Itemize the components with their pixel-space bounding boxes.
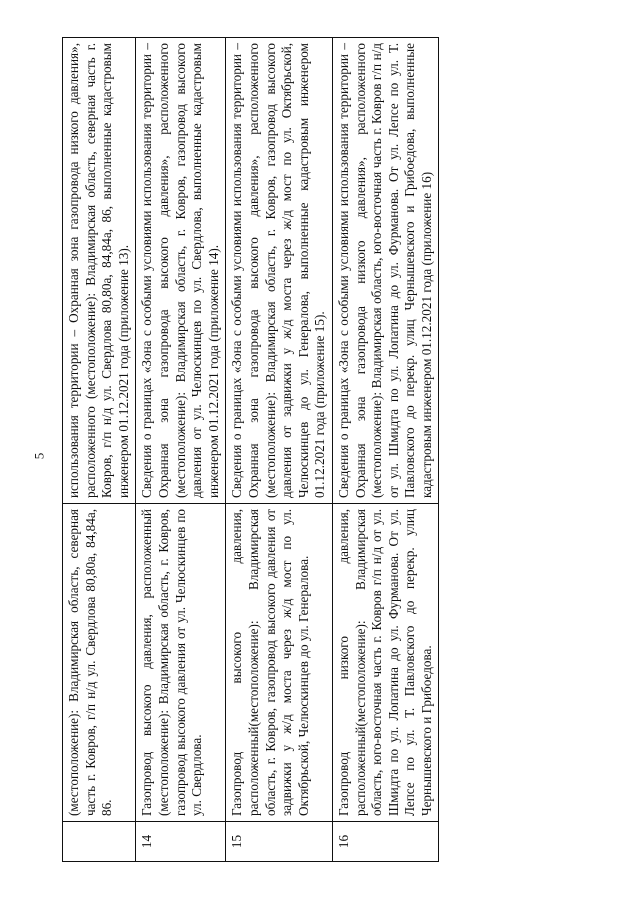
rotated-table-container: [62, 38, 622, 862]
boundary-info: использования территории – Охранная зона газопровода низкого давления», расположенного (местоположение): Владимирская область, северная часть г. Ковров, г/п н/д ул. Свердлова 80,80а, 84,84а, 86, выполненные кадастровым инженером 01.12.2021 года (приложение 13).: [63, 38, 136, 504]
row-number: [63, 822, 136, 862]
page-number: 5: [31, 452, 47, 460]
row-number: 16: [332, 822, 439, 862]
object-description: (местоположение): Владимирская область, северная часть г. Ковров, г/п н/д ул. Свердлова 80,80а, 84,84а, 86.: [63, 504, 136, 822]
row-number: 14: [136, 822, 226, 862]
table-row: [332, 38, 439, 862]
object-description: Газопровод низкого давления, расположенный(местоположение): Владимирская область, юго-восточная часть г. Ковров г/п н/д от ул. Шмидта по ул. Лопатина до ул. Фурманова. От ул. Лепсе по ул. Т. Павловского до перекр. улиц Чернышевского и Грибоедова.: [332, 504, 439, 822]
boundary-info: Сведения о границах «Зона с особыми условиями использования территории – Охранная зона газопровода высокого давления», расположенного (местоположение): Владимирская область, г. Ковров, газопровод высокого давления от задвижки у ж/д моста через ж/д мост по ул. Октябрьской, Челюскинцев до ул. Генералова, выполненные кадастровым инженером 01.12.2021 года (приложение 15).: [226, 38, 333, 504]
table-row: [136, 38, 226, 862]
boundary-info: Сведения о границах «Зона с особыми условиями использования территории – Охранная зона газопровода высокого давления», расположенного (местоположение): Владимирская область, г. Ковров, газопровод высокого давления от ул. Челюскинцев по ул. Свердлова, выполненные кадастровым инженером 01.12.2021 года (приложение 14).: [136, 38, 226, 504]
boundary-info: Сведения о границах «Зона с особыми условиями использования территории – Охранная зона газопровода низкого давления», расположенного (местоположение): Владимирская область, юго-восточная часть г. Ковров г/п н/д от ул. Шмидта по ул. Лопатина до ул. Фурманова. От ул. Лепсе по ул. Т. Павловского до перекр. улиц Чернышевского и Грибоедова, выполненные кадастровым инженером 01.12.2021 года (приложение 16): [332, 38, 439, 504]
object-description: Газопровод высокого давления, расположенный(местоположение): Владимирская область, г. Ковров, газопровод высокого давления от задвижки у ж/д моста через ж/д мост по ул. Октябрьской, Челюскинцев до ул. Генералова.: [226, 504, 333, 822]
object-description: Газопровод высокого давления, расположенный (местоположение): Владимирская область, г. Ковров, газопровод высокого давления от ул. Челюскинцев по ул. Свердлова.: [136, 504, 226, 822]
row-number: 15: [226, 822, 333, 862]
table-row: [226, 38, 333, 862]
table-row: [63, 38, 136, 862]
gas-pipeline-table: [62, 37, 439, 862]
